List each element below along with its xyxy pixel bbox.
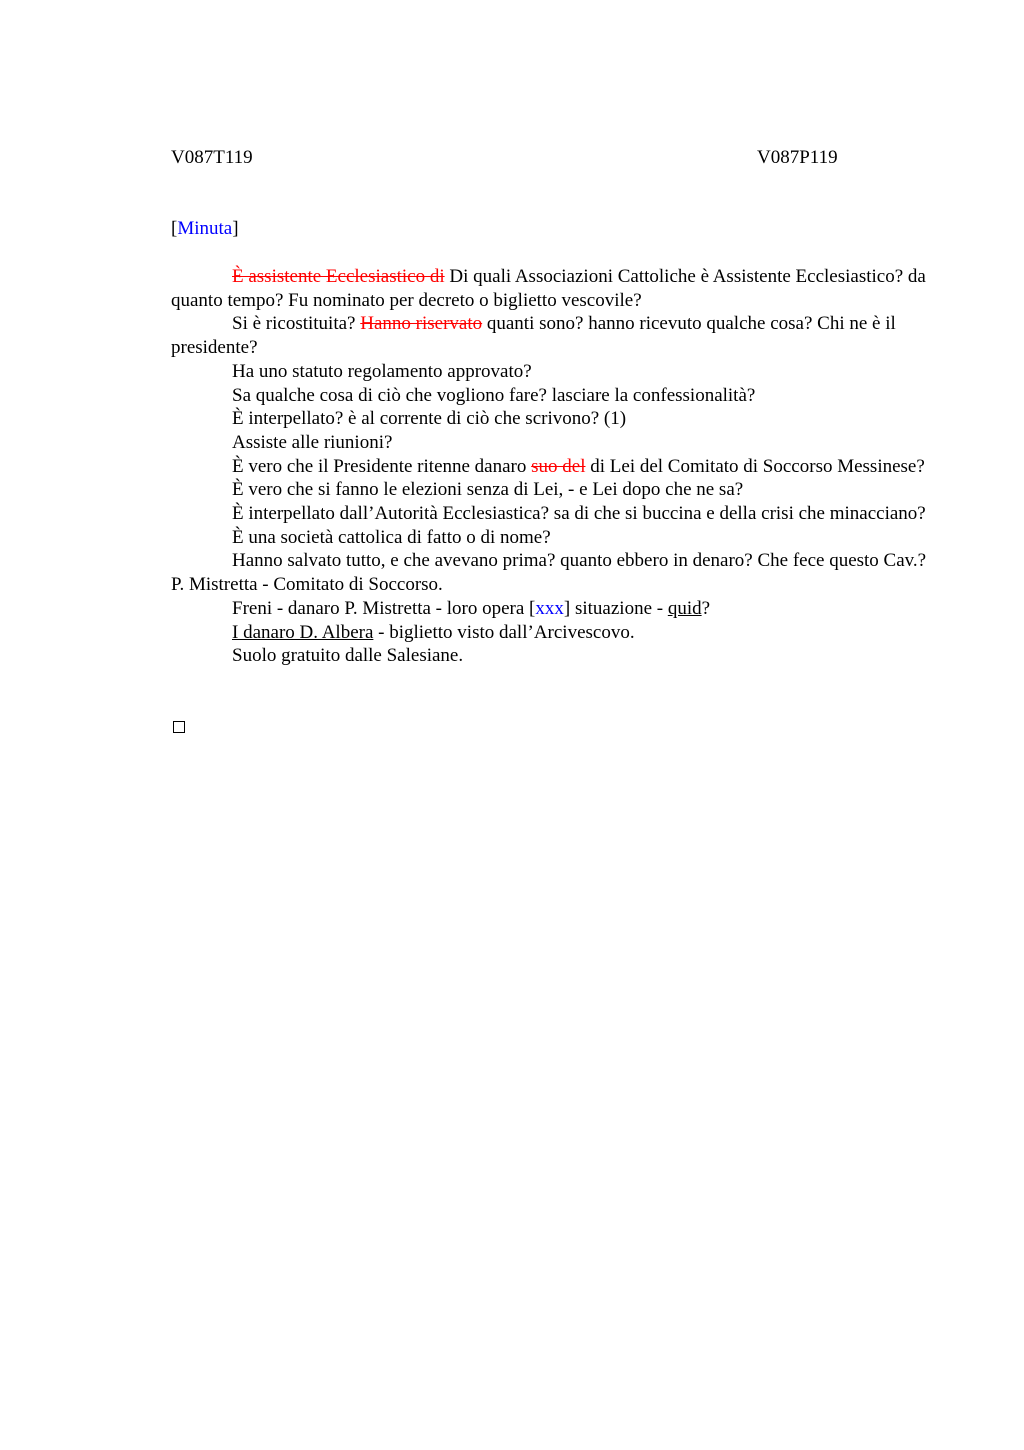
deleted-text: Hanno riservato — [360, 313, 483, 335]
paragraph-12 — [171, 597, 931, 621]
paragraph-8: È vero che si fanno le elezioni senza di Lei, - e Lei dopo che ne sa? — [232, 479, 744, 501]
deleted-text: È assistente Ecclesiastico di — [232, 266, 445, 287]
paragraph-11: Hanno salvato tutto, e che avevano prima? quanto ebbero in denaro? Che fece questo Cav.? P. Mistretta - Comitato di Soccorso. — [171, 550, 927, 596]
document-code-right: V087P119 — [757, 147, 838, 168]
heading-open-bracket: [ — [171, 218, 178, 239]
paragraph-7 — [171, 455, 931, 479]
paragraph-text: di Lei del Comitato di Soccorso Messinese? — [585, 455, 925, 477]
paragraph-text: - biglietto visto dall’Arcivescovo. — [373, 621, 635, 643]
paragraph-2 — [171, 312, 931, 359]
illegible-marker: xxx — [535, 597, 564, 619]
paragraph-10: È una società cattolica di fatto o di nome? — [232, 526, 551, 548]
paragraph-14: Suolo gratuito dalle Salesiane. — [232, 645, 464, 667]
end-square-icon — [173, 721, 185, 733]
paragraph-text: quanti sono? hanno ricevuto qualche cosa? Chi ne è il presidente? — [171, 313, 896, 359]
paragraph-13 — [171, 621, 931, 645]
paragraph-5: È interpellato? è al corrente di ciò che scrivono? (1) — [232, 408, 627, 430]
paragraph-text: Di quali Associazioni Cattoliche è Assistente Ecclesiastico? da quanto tempo? Fu nominato per decreto o biglietto vescovile? — [171, 266, 926, 311]
paragraph-4: Sa qualche cosa di ciò che vogliono fare? lasciare la confessionalità? — [232, 384, 756, 406]
heading-label: Minuta — [177, 218, 233, 239]
document-code-left: V087T119 — [171, 147, 253, 168]
heading-close-bracket: ] — [232, 218, 239, 239]
paragraph-text: ? — [701, 597, 711, 619]
paragraph-text: Freni - danaro P. Mistretta - loro opera [ — [232, 597, 536, 619]
document-heading — [171, 217, 239, 241]
deleted-text: suo del — [531, 455, 586, 477]
paragraph-1 — [171, 265, 931, 312]
underlined-text: I danaro D. Albera — [232, 621, 374, 643]
underlined-text: quid — [667, 597, 702, 619]
paragraph-3: Ha uno statuto regolamento approvato? — [232, 360, 532, 382]
paragraph-text: È vero che il Presidente ritenne danaro — [232, 455, 532, 477]
paragraph-6: Assiste alle riunioni? — [232, 431, 393, 453]
paragraph-9: È interpellato dall’Autorità Ecclesiastica? sa di che si buccina e della crisi che minacciano? — [232, 503, 926, 525]
document-body — [171, 265, 931, 668]
paragraph-text: Si è ricostituita? — [232, 313, 361, 335]
paragraph-text: ] situazione - — [563, 597, 668, 619]
